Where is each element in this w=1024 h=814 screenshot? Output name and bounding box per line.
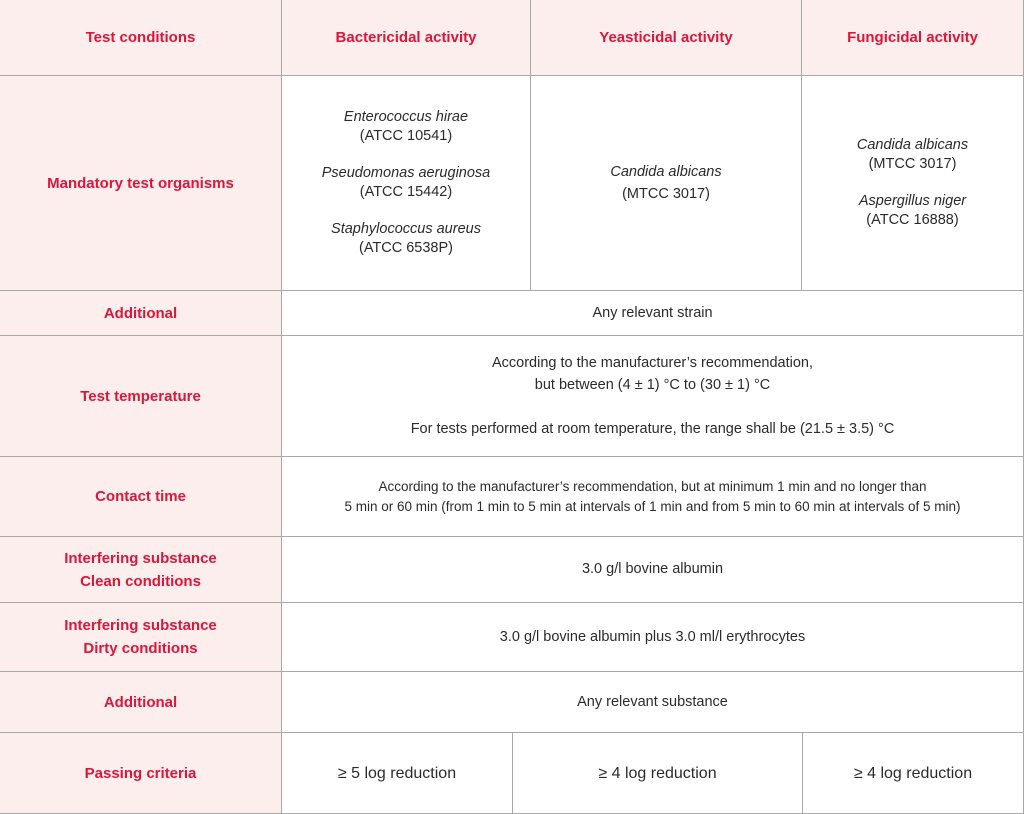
passing-yeasticidal: ≥ 4 log reduction bbox=[513, 733, 803, 814]
contact-time-line: 5 min or 60 min (from 1 min to 5 min at intervals of 1 min and from 5 min to 60 min at intervals of 5 min) bbox=[344, 498, 961, 514]
additional-strain-value: Any relevant strain bbox=[282, 291, 1024, 336]
temperature-value bbox=[282, 336, 1024, 457]
organism-name: Enterococcus hirae bbox=[343, 109, 469, 125]
fungicidal-organisms bbox=[802, 76, 1024, 291]
organism-code: (ATCC 15442) bbox=[359, 184, 453, 200]
row-label-dirty bbox=[0, 603, 282, 672]
row-label-clean bbox=[0, 537, 282, 603]
header-test-conditions: Test conditions bbox=[0, 0, 282, 76]
row-label-additional-strain: Additional bbox=[0, 291, 282, 336]
temperature-line: According to the manufacturer’s recommendation, bbox=[491, 355, 814, 371]
dirty-value: 3.0 g/l bovine albumin plus 3.0 ml/l erythrocytes bbox=[282, 603, 1024, 672]
header-bactericidal: Bactericidal activity bbox=[282, 0, 531, 76]
contact-time-line: According to the manufacturer’s recommendation, but at minimum 1 min and no longer than bbox=[378, 478, 927, 494]
header-fungicidal: Fungicidal activity bbox=[802, 0, 1024, 76]
header-yeasticidal: Yeasticidal activity bbox=[531, 0, 802, 76]
organism-code: (MTCC 3017) bbox=[622, 186, 710, 202]
row-label-organisms: Mandatory test organisms bbox=[0, 76, 282, 291]
row-label-contact-time: Contact time bbox=[0, 457, 282, 537]
organism-name: Staphylococcus aureus bbox=[331, 221, 481, 237]
organism-name: Aspergillus niger bbox=[858, 193, 967, 209]
organism-code: (ATCC 16888) bbox=[866, 212, 959, 228]
row-label-temperature: Test temperature bbox=[0, 336, 282, 457]
additional-substance-value: Any relevant substance bbox=[282, 672, 1024, 733]
organism-code: (MTCC 3017) bbox=[868, 156, 957, 172]
contact-time-value bbox=[282, 457, 1024, 537]
row-label-additional-substance: Additional bbox=[0, 672, 282, 733]
clean-label-line: Clean conditions bbox=[80, 572, 201, 590]
row-label-passing: Passing criteria bbox=[0, 733, 282, 814]
organism-name: Candida albicans bbox=[610, 164, 722, 180]
clean-value: 3.0 g/l bovine albumin bbox=[282, 537, 1024, 603]
bactericidal-organisms bbox=[282, 76, 531, 291]
dirty-label-line: Interfering substance bbox=[64, 617, 217, 634]
passing-fungicidal: ≥ 4 log reduction bbox=[803, 733, 1024, 814]
organism-name: Candida albicans bbox=[856, 137, 969, 153]
yeasticidal-organisms bbox=[531, 76, 802, 291]
clean-label-line: Interfering substance bbox=[64, 549, 217, 567]
temperature-line: but between (4 ± 1) °C to (30 ± 1) °C bbox=[534, 377, 771, 393]
passing-bactericidal: ≥ 5 log reduction bbox=[282, 733, 513, 814]
organism-name: Pseudomonas aeruginosa bbox=[321, 165, 491, 181]
dirty-label-line: Dirty conditions bbox=[83, 640, 198, 657]
temperature-line: For tests performed at room temperature, the range shall be (21.5 ± 3.5) °C bbox=[410, 421, 895, 437]
organism-code: (ATCC 10541) bbox=[359, 128, 453, 144]
organism-code: (ATCC 6538P) bbox=[358, 240, 453, 256]
